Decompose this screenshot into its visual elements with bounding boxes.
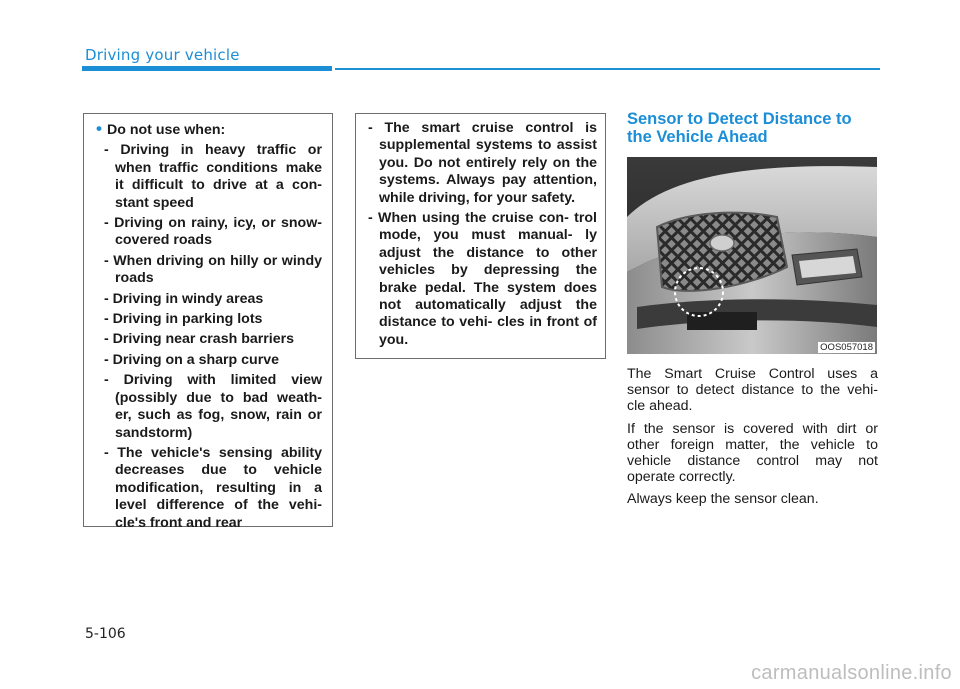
- list-item: - Driving with limited view (possibly due to bad weath- er, such as fog, snow, rain or sandstorm): [104, 372, 322, 441]
- list-item: - Driving in windy areas: [104, 290, 264, 307]
- image-caption: OOS057018: [820, 342, 873, 353]
- list-item: - The smart cruise control is supplemental systems to assist you. Do not entirely rely on the systems. Always pay attention, while driving, for your safety.: [368, 120, 597, 206]
- header-rule-thick: [82, 66, 332, 71]
- watermark: carmanualsonline.info: [751, 662, 952, 684]
- list-item: - Driving on rainy, icy, or snow-covered roads: [104, 215, 322, 249]
- list-item: - Driving on a sharp curve: [104, 351, 280, 368]
- bullet-icon: •: [96, 119, 102, 138]
- list-item: - Driving in parking lots: [104, 311, 263, 328]
- paragraph: Always keep the sensor clean.: [627, 491, 819, 508]
- continued-caution-box: [355, 113, 606, 359]
- list-item: - The vehicle's sensing ability decreases due to vehicle modification, resulting in a level difference of the vehi- cle's front and rear: [104, 444, 322, 531]
- sensor-description: [627, 366, 878, 514]
- continued-list: [368, 120, 597, 349]
- section-title: Driving your vehicle: [85, 46, 240, 64]
- paragraph: If the sensor is covered with dirt or other foreign matter, the vehicle to vehicle distance control may not operate correctly.: [627, 420, 878, 486]
- caution-list: [96, 142, 322, 532]
- list-item: - When using the cruise con- trol mode, you must manual- ly adjust the distance to other vehicles by depressing the brake pedal. The system does not automatically adjust the distance to vehi- cles in front of you.: [368, 210, 597, 348]
- car-front-illustration: [627, 157, 877, 354]
- sensor-photo: [627, 157, 877, 354]
- list-item: - Driving in heavy traffic or when traffic conditions make it difficult to drive at a con- stant speed: [104, 142, 322, 211]
- list-item: - When driving on hilly or windy roads: [104, 252, 322, 287]
- paragraph: The Smart Cruise Control uses a sensor to detect distance to the vehi- cle ahead.: [627, 366, 878, 415]
- caution-title: Do not use when:: [107, 122, 226, 138]
- page-number: 5-106: [85, 626, 126, 642]
- caution-heading: [96, 119, 322, 139]
- header-rule-thin: [335, 68, 880, 70]
- list-item: - Driving near crash barriers: [104, 331, 295, 348]
- caution-box: [83, 113, 333, 531]
- section-heading: Sensor to Detect Distance to the Vehicle Ahead: [627, 110, 852, 146]
